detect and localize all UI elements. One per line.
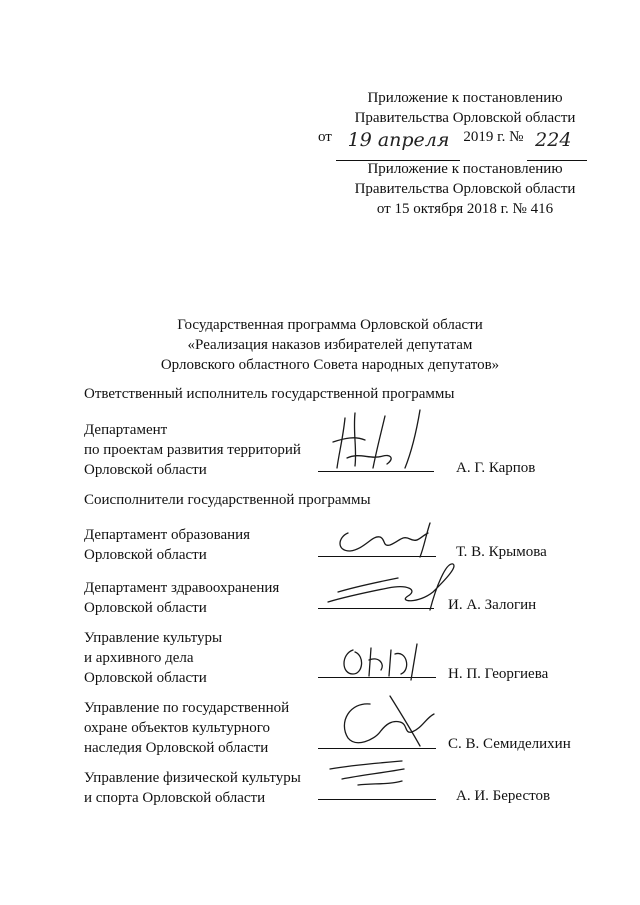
coexecutor-org — [84, 578, 279, 618]
coexecutor-org — [84, 628, 222, 688]
header-line-1: Приложение к постановлению — [367, 90, 563, 106]
header-line-2: Правительства Орловской области — [354, 110, 576, 126]
responsible-name: А. Г. Карпов — [456, 460, 536, 476]
org-line: и архивного дела — [84, 650, 194, 666]
org-line: Управление по государственной — [84, 700, 290, 716]
program-title — [100, 315, 560, 375]
org-line: Департамент — [84, 422, 168, 438]
prior-line-1: Приложение к постановлению — [367, 161, 563, 177]
handwritten-number: 224 — [535, 129, 572, 151]
coexecutor-org — [84, 768, 301, 808]
header-date-row — [318, 127, 587, 151]
date-year: 2019 г. № — [463, 129, 524, 145]
org-line: Департамент образования — [84, 527, 251, 543]
prior-line-2: Правительства Орловской области — [354, 181, 576, 197]
org-line: и спорта Орловской области — [84, 790, 266, 806]
title-line-3: Орловского областного Совета народных депутатов» — [160, 357, 500, 373]
org-line: Орловской области — [84, 547, 207, 563]
org-line: Орловской области — [84, 462, 207, 478]
approval-header — [320, 88, 610, 128]
org-line: Управление культуры — [84, 630, 223, 646]
org-line: Орловской области — [84, 600, 207, 616]
coexecutor-name: С. В. Семиделихин — [448, 736, 571, 752]
title-line-2: «Реализация наказов избирателей депутатам — [187, 337, 473, 353]
org-line: охране объектов культурного — [84, 720, 271, 736]
org-line: Управление физической культуры — [84, 770, 301, 786]
signature-krymova — [330, 515, 445, 560]
coexecutor-org — [84, 525, 250, 565]
title-line-1: Государственная программа Орловской области — [177, 317, 483, 333]
prior-reference — [320, 159, 610, 219]
org-line: наследия Орловской области — [84, 740, 269, 756]
responsible-org — [84, 420, 301, 480]
signature-line — [318, 799, 436, 800]
signature-zalogin — [318, 562, 468, 614]
prior-line-3: от 15 октября 2018 г. № 416 — [376, 201, 554, 217]
coexecutor-name: Т. В. Крымова — [456, 544, 547, 560]
signature-berestov — [322, 755, 442, 799]
signature-karpov — [325, 408, 445, 474]
coexecutor-name: И. А. Залогин — [448, 597, 537, 613]
org-line: Департамент здравоохранения — [84, 580, 280, 596]
responsible-heading: Ответственный исполнитель государственной программы — [84, 386, 455, 402]
coexecutor-name: Н. П. Георгиева — [448, 666, 549, 682]
org-line: Орловской области — [84, 670, 207, 686]
coexecutors-heading: Соисполнители государственной программы — [84, 492, 371, 508]
signature-georgieva — [335, 640, 445, 682]
coexecutor-name: А. И. Берестов — [456, 788, 551, 804]
handwritten-date: 19 апреля — [347, 129, 450, 151]
signature-semidelikhin — [330, 692, 450, 752]
org-line: по проектам развития территорий — [84, 442, 301, 458]
date-prefix: от — [318, 129, 332, 145]
coexecutor-org — [84, 698, 289, 758]
